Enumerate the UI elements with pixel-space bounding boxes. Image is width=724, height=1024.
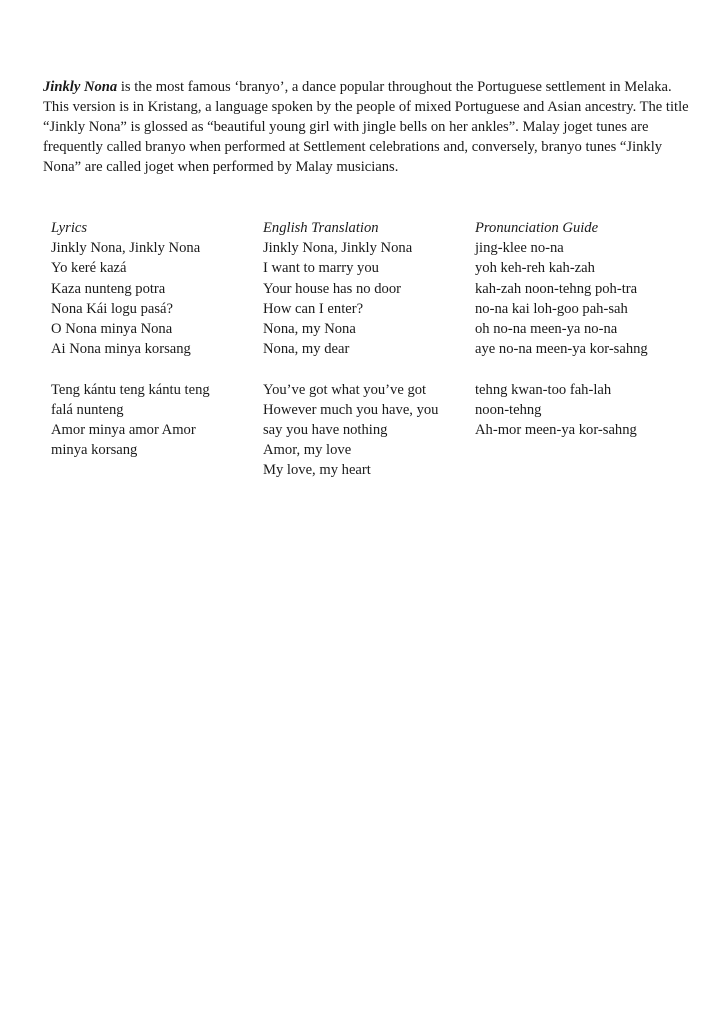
translation-line: How can I enter? (263, 300, 364, 317)
pronunciation-line: jing-klee no-na (475, 240, 564, 257)
lyrics-heading: Lyrics (51, 220, 88, 236)
lyrics-line: minya korsang (51, 442, 138, 459)
translation-heading: English Translation (263, 220, 379, 236)
translation-column (263, 218, 463, 481)
pronunciation-line: noon-tehng (475, 401, 542, 418)
pronunciation-column (475, 218, 715, 440)
pronunciation-line: oh no-na meen-ya no-na (475, 321, 618, 338)
verse-spacer (475, 359, 715, 379)
pronunciation-line: no-na kai loh-goo pah-sah (475, 300, 628, 317)
pronunciation-line: aye no-na meen-ya kor-sahng (475, 341, 648, 358)
translation-line: My love, my heart (263, 462, 371, 479)
intro-text: is the most famous ‘branyo’, a dance popular throughout the Portuguese settlement in Melaka. This version is in Kristang, a language spoken by the people of mixed Portuguese and Asian ancestry. The title “Jinkly Nona” is glossed as “beautiful young girl with jingle bells on her ankles”. Malay joget tunes are frequently called branyo when performed at Settlement celebrations and, conversely, branyo tunes “Jinkly Nona” are called joget when performed by Malay musicians. (43, 79, 689, 175)
verse-spacer (263, 359, 463, 379)
lyrics-line: Jinkly Nona, Jinkly Nona (51, 240, 201, 257)
translation-line: Nona, my Nona (263, 321, 356, 338)
translation-line: Jinkly Nona, Jinkly Nona (263, 240, 413, 257)
translation-line: say you have nothing (263, 422, 388, 439)
translation-line: Nona, my dear (263, 341, 350, 358)
lyrics-line: Nona Kái logu pasá? (51, 300, 173, 317)
translation-line: I want to marry you (263, 260, 379, 277)
translation-line: Your house has no door (263, 280, 401, 297)
pronunciation-line: kah-zah noon-tehng poh-tra (475, 280, 638, 297)
lyrics-line: falá nunteng (51, 401, 124, 418)
lyrics-line: Teng kántu teng kántu teng (51, 381, 210, 398)
pronunciation-line: tehng kwan-too fah-lah (475, 381, 612, 398)
translation-line: Amor, my love (263, 442, 352, 459)
lyrics-line: Yo keré kazá (51, 260, 127, 277)
verse-spacer (51, 359, 251, 379)
pronunciation-line: yoh keh-reh kah-zah (475, 260, 595, 277)
pronunciation-line: Ah-mor meen-ya kor-sahng (475, 422, 637, 439)
lyrics-line: Kaza nunteng potra (51, 280, 166, 297)
lyrics-column (51, 218, 251, 460)
intro-paragraph (43, 77, 693, 177)
lyrics-line: Amor minya amor Amor (51, 422, 196, 439)
pronunciation-heading: Pronunciation Guide (475, 220, 599, 236)
lyrics-line: Ai Nona minya korsang (51, 341, 191, 358)
lyrics-line: O Nona minya Nona (51, 321, 173, 338)
song-title: Jinkly Nona (43, 79, 118, 95)
translation-line: You’ve got what you’ve got (263, 381, 427, 398)
translation-line: However much you have, you (263, 401, 439, 418)
